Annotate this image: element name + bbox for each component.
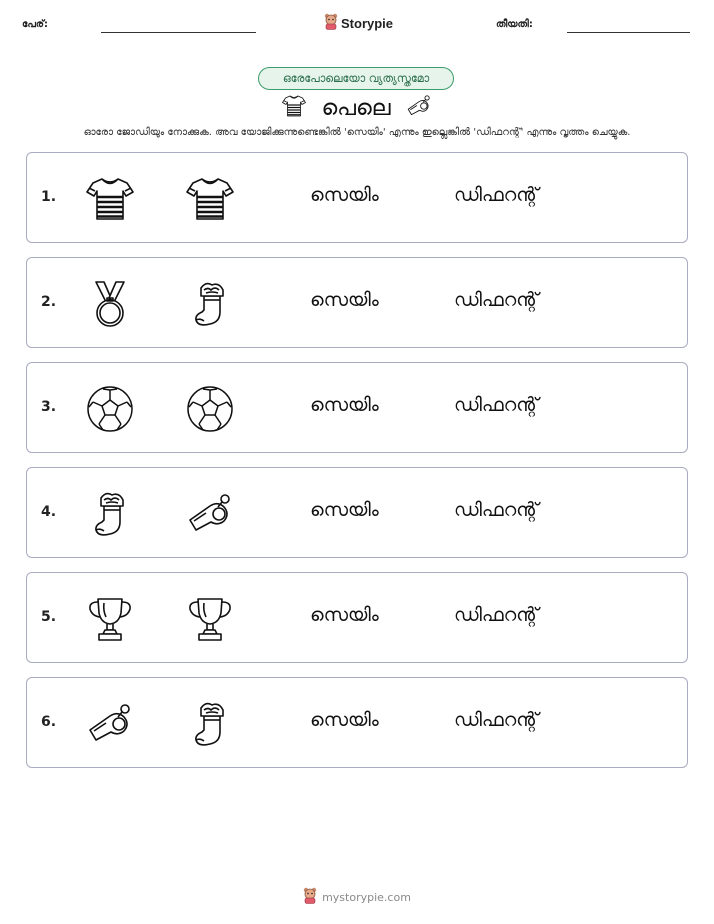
trophy-icon xyxy=(184,593,236,645)
medal-icon xyxy=(84,278,136,330)
question-number: 2. xyxy=(41,294,57,310)
bear-logo-icon xyxy=(324,13,338,34)
same-option[interactable]: സെയിം xyxy=(310,289,379,311)
question-row-5 xyxy=(26,572,688,663)
question-number: 6. xyxy=(41,714,57,730)
title-row xyxy=(0,92,714,124)
trophy-icon xyxy=(84,593,136,645)
whistle-icon xyxy=(405,92,433,124)
question-row-6 xyxy=(26,677,688,768)
whistle-icon xyxy=(84,698,136,750)
question-row-1 xyxy=(26,152,688,243)
soccer-ball-icon xyxy=(184,383,236,435)
shirt-icon xyxy=(184,173,236,225)
same-option[interactable]: സെയിം xyxy=(310,604,379,626)
different-option[interactable]: ഡിഫറന്റ് xyxy=(454,604,539,626)
same-option[interactable]: സെയിം xyxy=(310,709,379,731)
question-row-3 xyxy=(26,362,688,453)
question-row-2 xyxy=(26,257,688,348)
footer xyxy=(0,887,714,907)
date-field[interactable] xyxy=(567,32,690,33)
question-number: 3. xyxy=(41,399,57,415)
date-label: തീയതി: xyxy=(496,19,533,30)
different-option[interactable]: ഡിഫറന്റ് xyxy=(454,184,539,206)
footer-url[interactable]: mystorypie.com xyxy=(322,890,411,904)
whistle-icon xyxy=(184,488,236,540)
page-title: പെലെ xyxy=(321,95,391,121)
question-number: 4. xyxy=(41,504,57,520)
question-number: 1. xyxy=(41,189,57,205)
same-option[interactable]: സെയിം xyxy=(310,394,379,416)
shirt-icon xyxy=(281,93,307,123)
sock-icon xyxy=(84,488,136,540)
name-field[interactable] xyxy=(101,32,256,33)
question-row-4 xyxy=(26,467,688,558)
question-number: 5. xyxy=(41,609,57,625)
sock-icon xyxy=(184,698,236,750)
shirt-icon xyxy=(84,173,136,225)
same-option[interactable]: സെയിം xyxy=(310,499,379,521)
same-option[interactable]: സെയിം xyxy=(310,184,379,206)
worksheet-type-badge: ഒരേപോലെയോ വ്യത്യസ്തമോ xyxy=(258,67,454,90)
soccer-ball-icon xyxy=(84,383,136,435)
logo-text: Storypie xyxy=(341,16,394,31)
bear-logo-icon xyxy=(303,887,317,907)
different-option[interactable]: ഡിഫറന്റ് xyxy=(454,289,539,311)
different-option[interactable]: ഡിഫറന്റ് xyxy=(454,709,539,731)
sock-icon xyxy=(184,278,236,330)
different-option[interactable]: ഡിഫറന്റ് xyxy=(454,394,539,416)
storypie-logo xyxy=(324,13,393,34)
instructions: ഓരോ ജോഡിയും നോക്കുക. അവ യോജിക്കുന്നുണ്ടെങ്കിൽ 'സെയിം' എന്നും ഇല്ലെങ്കിൽ 'ഡിഫറന്റ്' എന്നും വൃത്തം ചെയ്യുക. xyxy=(83,127,631,138)
name-label: പേര്: xyxy=(22,19,48,30)
different-option[interactable]: ഡിഫറന്റ് xyxy=(454,499,539,521)
